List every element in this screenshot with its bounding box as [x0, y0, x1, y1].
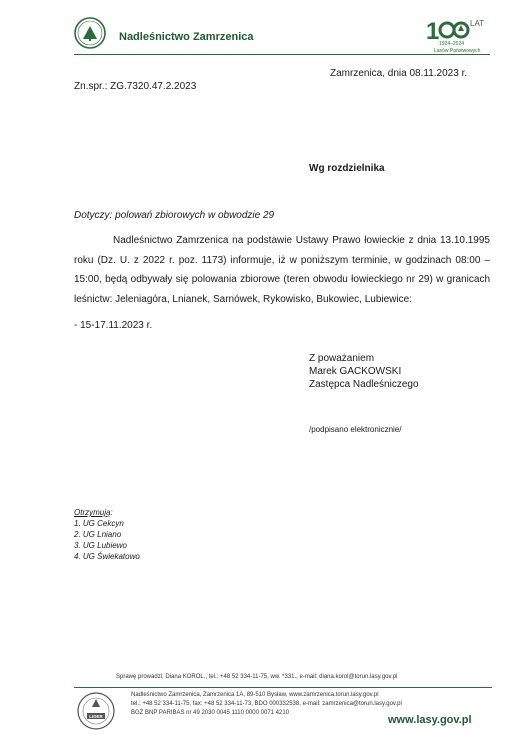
list-item: 3. UG Lubiewo	[74, 541, 127, 550]
distribution-heading-colon: :	[110, 508, 113, 517]
regards-text: Z poważaniem	[309, 353, 375, 364]
anniversary-logo	[426, 15, 492, 53]
website-link[interactable]: www.lasy.gov.pl	[388, 714, 472, 726]
list-item: 4. UG Świekatowo	[74, 552, 140, 561]
footer-address-line: Nadleśnictwo Zamrzenica, Zamrzenica 1A, 89-510 Bysław, www.zamrzenica.torun.lasy.gov.pl	[131, 692, 379, 698]
anniversary-number: 1	[426, 18, 440, 45]
header-title: Nadleśnictwo Zamrzenica	[119, 31, 254, 43]
signature-block	[309, 352, 419, 391]
anniversary-100-icon	[426, 15, 492, 53]
footer-address-line: BGŻ BNP PARIBAS nr 49 2030 0045 1110 0000 0071 4210	[131, 710, 290, 716]
badge-text: LIDER	[89, 714, 103, 719]
electronic-signature-note: /podpisano elektronicznie/	[309, 425, 402, 434]
list-item: 1. UG Cekcyn	[74, 519, 124, 528]
subject-line: Dotyczy: polowań zbiorowych w obwodzie 29	[74, 210, 275, 221]
anniversary-org: Lasów Państwowych	[434, 48, 481, 53]
list-item: 2. UG Lniano	[74, 530, 122, 539]
distribution-heading-row	[74, 507, 140, 518]
signer-name: Marek GACKOWSKI	[309, 366, 402, 377]
prepared-by: Sprawę prowadzi: Diana KOROL., tel.: +48 52 334-11-75, ww. *331., e-mail: diana.korol@torun.lasy.gov.pl	[116, 674, 398, 680]
hunt-date-item: - 15-17.11.2023 r.	[74, 320, 153, 331]
footer-divider	[74, 687, 492, 688]
distribution-list	[74, 507, 140, 562]
lider-badge-icon	[76, 691, 116, 731]
letter-body: Nadleśnictwo Zamrzenica na podstawie Ustawy Prawo łowieckie z dnia 13.10.1995 roku (Dz. U. z 2022 r. poz. 1173) informuje, iż w poniższym terminie, w godzinach 08:00 – 15:00, będą odbywały się polowania zbiorowe (teren obwodu łowieckiego nr 29) w granicach leśnictw: Jeleniagóra, Lnianek, Sarnówek, Rykowisko, Bukowiec, Lubiewice:	[74, 235, 490, 305]
footer-address	[131, 691, 402, 718]
place-date: Zamrzenica, dnia 08.11.2023 r.	[330, 68, 468, 79]
anniversary-lat: LAT	[470, 19, 485, 28]
footer-address-line: tel.: +48 52 334-11-75, fax: +48 52 334-11-73, BDO 000332538, e-mail: zamrzenica@torun.lasy.gov.pl	[131, 701, 402, 707]
forest-service-emblem-icon	[74, 17, 106, 49]
anniversary-years: 1924–2024	[439, 41, 465, 47]
signer-title: Zastępca Nadleśniczego	[309, 379, 419, 390]
distribution-heading: Otrzymują	[74, 508, 111, 517]
reference-number: Zn.spr.: ZG.7320.47.2.2023	[74, 81, 197, 92]
header-divider	[74, 54, 490, 55]
recipient-heading: Wg rozdzielnika	[309, 163, 385, 174]
